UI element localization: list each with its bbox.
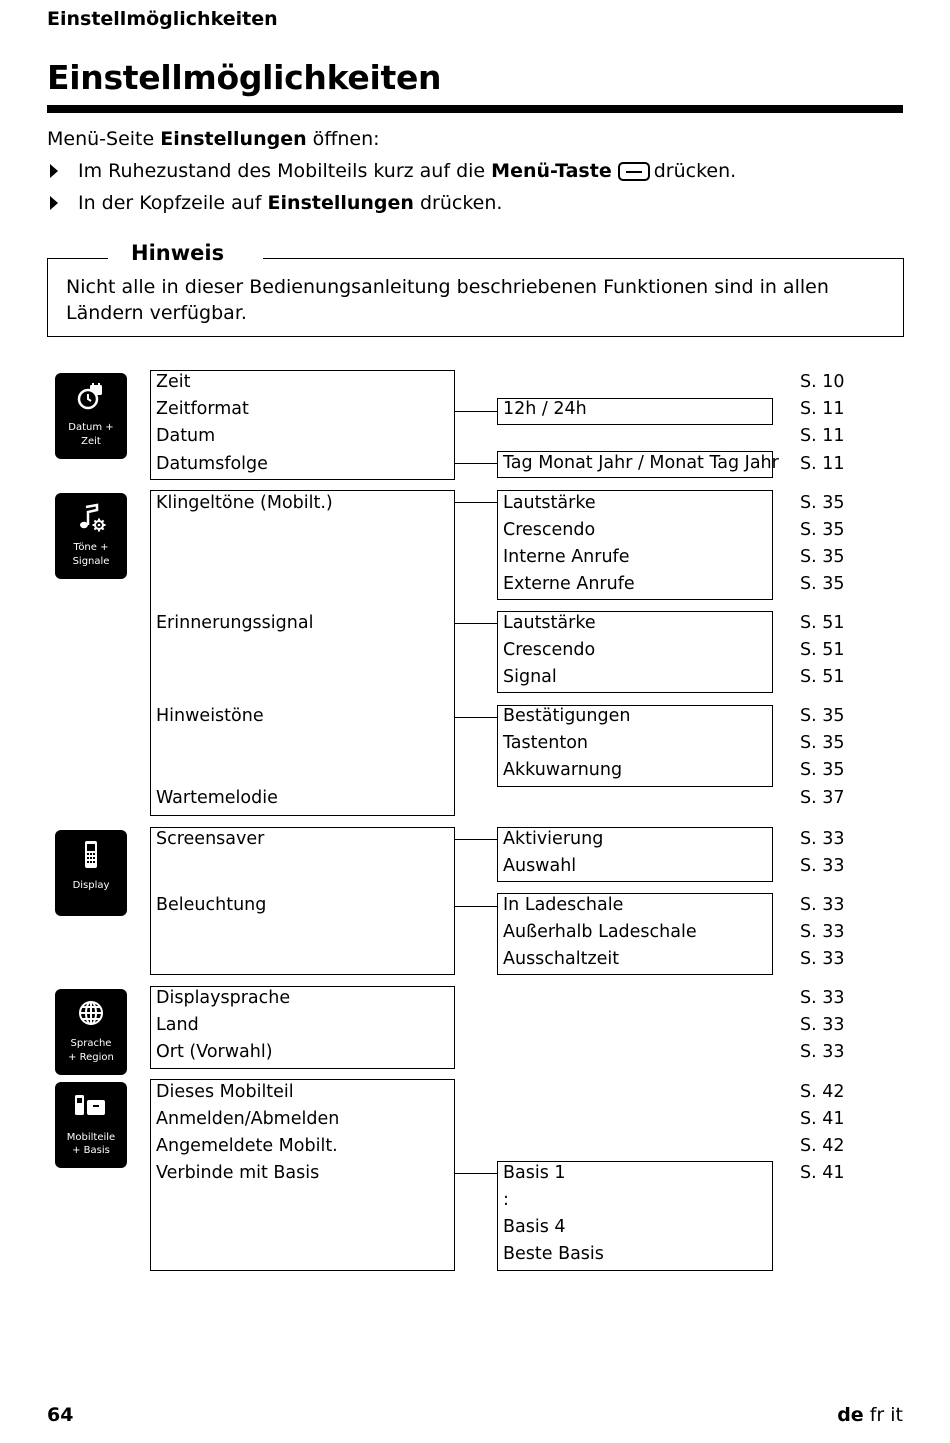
menu-item: Zeitformat bbox=[156, 399, 249, 419]
submenu-item: 12h / 24h bbox=[503, 399, 587, 419]
globe-icon bbox=[77, 999, 105, 1027]
tile-label: Sprache bbox=[70, 1038, 112, 1049]
tile-label: Datum + bbox=[68, 422, 114, 433]
menu-item: Screensaver bbox=[156, 829, 265, 849]
page-ref: S. 33 bbox=[800, 895, 845, 915]
music-note-gear-icon bbox=[77, 503, 107, 533]
page-ref: S. 33 bbox=[800, 1015, 845, 1035]
submenu-item: Crescendo bbox=[503, 640, 596, 660]
menu-item: Zeit bbox=[156, 372, 191, 392]
page-ref: S. 10 bbox=[800, 372, 845, 392]
page-ref: S. 51 bbox=[800, 640, 845, 660]
intro-prefix: Menü-Seite bbox=[47, 128, 161, 150]
connector-line bbox=[455, 717, 497, 718]
lang-current: de bbox=[837, 1404, 864, 1426]
submenu-item: Externe Anrufe bbox=[503, 574, 635, 594]
bullet-arrow-icon bbox=[50, 196, 58, 210]
menu-key-icon bbox=[618, 162, 650, 181]
menu-item: Angemeldete Mobilt. bbox=[156, 1136, 338, 1156]
tile-label: Zeit bbox=[81, 436, 101, 447]
page-ref: S. 33 bbox=[800, 856, 845, 876]
menu-item: Datum bbox=[156, 426, 216, 446]
tile-label: Mobilteile bbox=[66, 1132, 116, 1143]
tile-label: + Region bbox=[68, 1052, 114, 1063]
submenu-item: Basis 4 bbox=[503, 1217, 566, 1237]
note-text: Nicht alle in dieser Bedienungsanleitung beschriebenen Funktionen sind in allen Ländern verfügbar. bbox=[66, 276, 829, 324]
language-indicator bbox=[837, 1404, 903, 1426]
intro-suffix: öffnen: bbox=[306, 128, 380, 150]
tile-label: Display bbox=[72, 880, 110, 891]
menu-item: Wartemelodie bbox=[156, 788, 278, 808]
submenu-item: Außerhalb Ladeschale bbox=[503, 922, 697, 942]
connector-line bbox=[455, 839, 497, 840]
tones-signals-tile bbox=[55, 493, 127, 579]
page-ref: S. 33 bbox=[800, 922, 845, 942]
submenu-item: Aktivierung bbox=[503, 829, 604, 849]
clock-calendar-icon bbox=[77, 383, 105, 411]
intro-line bbox=[47, 128, 380, 150]
page-ref: S. 11 bbox=[800, 399, 845, 419]
step-2-prefix: In der Kopfzeile auf bbox=[78, 192, 268, 214]
lang-others: fr it bbox=[863, 1404, 903, 1426]
page-number: 64 bbox=[47, 1404, 74, 1426]
menu-item: Ort (Vorwahl) bbox=[156, 1042, 273, 1062]
submenu-item: Basis 1 bbox=[503, 1163, 566, 1183]
intro-bold: Einstellungen bbox=[160, 128, 307, 150]
page-ref: S. 35 bbox=[800, 706, 845, 726]
display-tile bbox=[55, 830, 127, 916]
menu-item: Beleuchtung bbox=[156, 895, 267, 915]
menu-item: Verbinde mit Basis bbox=[156, 1163, 320, 1183]
note-title: Hinweis bbox=[127, 241, 228, 265]
connector-line bbox=[455, 906, 497, 907]
step-1 bbox=[50, 160, 736, 182]
language-region-tile bbox=[55, 989, 127, 1075]
tile-label: + Basis bbox=[72, 1145, 110, 1156]
tile-label: Töne + bbox=[73, 542, 109, 553]
submenu-item: Crescendo bbox=[503, 520, 596, 540]
page-ref: S. 42 bbox=[800, 1082, 845, 1102]
page-ref: S. 35 bbox=[800, 574, 845, 594]
submenu-item: Tag Monat Jahr / Monat Tag Jahr bbox=[503, 453, 779, 473]
page-ref: S. 33 bbox=[800, 1042, 845, 1062]
step-1-prefix: Im Ruhezustand des Mobilteils kurz auf die bbox=[78, 160, 492, 182]
connector-line bbox=[455, 411, 497, 412]
submenu-item: Ausschaltzeit bbox=[503, 949, 620, 969]
menu-item: Erinnerungssignal bbox=[156, 613, 314, 633]
menu-box-toene-signale bbox=[150, 490, 455, 816]
menu-item: Land bbox=[156, 1015, 199, 1035]
menu-item: Hinweistöne bbox=[156, 706, 264, 726]
tile-label: Signale bbox=[72, 556, 110, 567]
page-ref: S. 42 bbox=[800, 1136, 845, 1156]
page-ref: S. 35 bbox=[800, 760, 845, 780]
running-head: Einstellmöglichkeiten bbox=[47, 8, 278, 30]
menu-item: Dieses Mobilteil bbox=[156, 1082, 294, 1102]
page-title: Einstellmöglichkeiten bbox=[47, 58, 442, 97]
connector-line bbox=[455, 463, 497, 464]
step-2 bbox=[50, 192, 502, 214]
connector-line bbox=[455, 502, 497, 503]
menu-item: Klingeltöne (Mobilt.) bbox=[156, 493, 333, 513]
page-ref: S. 11 bbox=[800, 454, 845, 474]
page-ref: S. 51 bbox=[800, 613, 845, 633]
submenu-item: Beste Basis bbox=[503, 1244, 604, 1264]
step-1-suffix: drücken. bbox=[653, 160, 737, 182]
page-ref: S. 33 bbox=[800, 988, 845, 1008]
submenu-item: : bbox=[503, 1190, 509, 1210]
page-ref: S. 35 bbox=[800, 520, 845, 540]
handsets-base-tile bbox=[55, 1082, 127, 1168]
submenu-item: Lautstärke bbox=[503, 493, 596, 513]
submenu-item: Signal bbox=[503, 667, 557, 687]
page-ref: S. 35 bbox=[800, 493, 845, 513]
handsets-base-icon bbox=[73, 1092, 109, 1120]
menu-item: Displaysprache bbox=[156, 988, 291, 1008]
page-ref: S. 35 bbox=[800, 547, 845, 567]
submenu-item: Auswahl bbox=[503, 856, 577, 876]
submenu-item: Lautstärke bbox=[503, 613, 596, 633]
submenu-item: Bestätigungen bbox=[503, 706, 631, 726]
menu-item: Anmelden/Abmelden bbox=[156, 1109, 340, 1129]
page-ref: S. 51 bbox=[800, 667, 845, 687]
step-1-bold: Menü-Taste bbox=[491, 160, 612, 182]
bullet-arrow-icon bbox=[50, 164, 58, 178]
page-ref: S. 41 bbox=[800, 1109, 845, 1129]
page-ref: S. 41 bbox=[800, 1163, 845, 1183]
connector-line bbox=[455, 1173, 497, 1174]
page-ref: S. 33 bbox=[800, 949, 845, 969]
step-2-suffix: drücken. bbox=[413, 192, 503, 214]
menu-item: Datumsfolge bbox=[156, 454, 268, 474]
submenu-item: Interne Anrufe bbox=[503, 547, 630, 567]
phone-icon bbox=[77, 840, 105, 870]
step-2-bold: Einstellungen bbox=[267, 192, 414, 214]
connector-line bbox=[455, 623, 497, 624]
submenu-item: Tastenton bbox=[503, 733, 589, 753]
page-ref: S. 11 bbox=[800, 426, 845, 446]
submenu-item: Akkuwarnung bbox=[503, 760, 623, 780]
submenu-item: In Ladeschale bbox=[503, 895, 624, 915]
page-ref: S. 35 bbox=[800, 733, 845, 753]
page-ref: S. 33 bbox=[800, 829, 845, 849]
page-ref: S. 37 bbox=[800, 788, 845, 808]
date-time-tile bbox=[55, 373, 127, 459]
title-rule bbox=[47, 105, 903, 113]
